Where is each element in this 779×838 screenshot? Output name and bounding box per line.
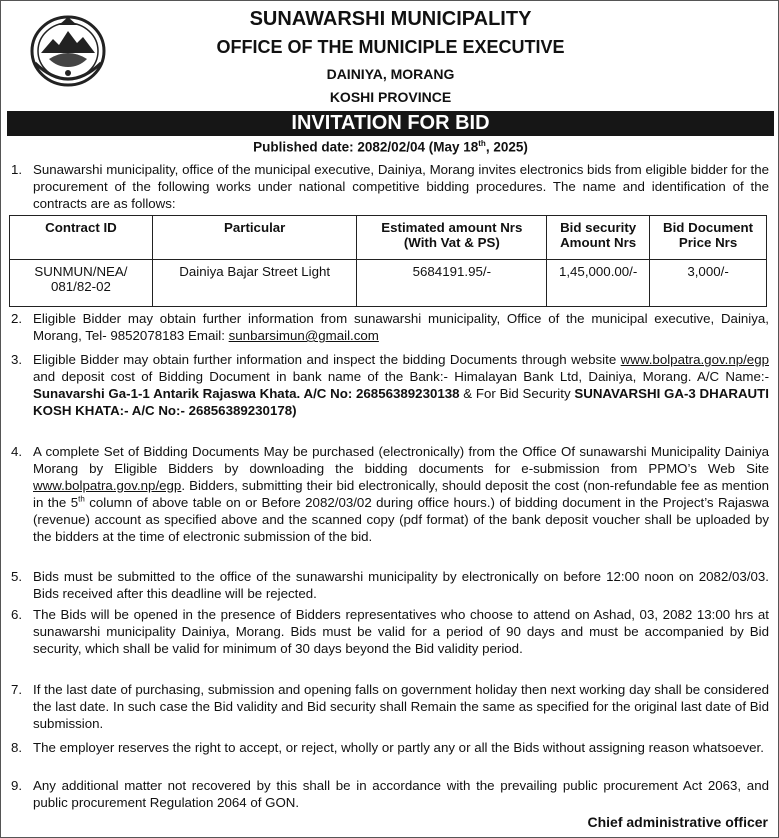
contract-table (9, 215, 767, 307)
clause-number: 6. (11, 607, 23, 622)
clause-3 (11, 351, 769, 419)
clause-text: Eligible Bidder may obtain further information and inspect the bidding Documents through website www.bolpatra.gov.np/egp and deposit cost of Bidding Document in bank name of the Bank:- Himalayan Bank Ltd, Dainiya, Morang. A/C Name:- Sunavarshi Ga-1-1 Antarik Rajaswa Khata. A/C No: 26856389230138 & For Bid Security SUNAVARSHI GA-3 DHARAUTI KOSH KHATA:- A/C No:- 26856389230178) (33, 352, 769, 418)
clause-text: Bids must be submitted to the office of the sunawarshi municipality by electronically on before 12:00 noon on 2082/03/03. Bids received after this deadline will be rejected. (33, 569, 769, 601)
bolpatra-link[interactable]: www.bolpatra.gov.np/egp (33, 478, 182, 493)
clause-number: 5. (11, 569, 23, 584)
email-link[interactable]: sunbarsimun@gmail.com (228, 328, 379, 343)
cell-document-price: 3,000/- (650, 260, 767, 307)
clause-4 (11, 443, 769, 545)
clause-number: 3. (11, 352, 23, 367)
table-header-row (10, 216, 767, 260)
clause-text: The Bids will be opened in the presence of Bidders representatives who choose to attend on Ashad, 03, 2082 13:00 hrs at sunawarshi municipality Dainiya, Morang. Bids must be valid for a period of 90 days and must be accompanied by Bid security, which shall be valid for minimum of 30 days beyond the Bid validity period. (33, 607, 769, 656)
office-name: OFFICE OF THE MUNICIPLE EXECUTIVE (216, 37, 565, 57)
cell-contract-id: SUNMUN/NEA/ 081/82-02 (10, 260, 153, 307)
published-date: Published date: 2082/02/04 (May 18th, 2025) (253, 139, 528, 155)
cell-bid-security: 1,45,000.00/- (547, 260, 650, 307)
municipality-name: SUNAWARSHI MUNICIPALITY (249, 8, 532, 30)
clause-text: Sunawarshi municipality, office of the municipal executive, Dainiya, Morang invites electronics bids from eligible bidder for the procurement of the following works under national competitive bidding procedures. The name and identification of the contracts are as follows: (33, 162, 769, 211)
clause-7 (11, 681, 769, 732)
clause-text: A complete Set of Bidding Documents May be purchased (electronically) from the Office Of sunawarshi Municipality Dainiya Morang by Eligible Bidders by downloading the bidding documents for e-submission from PPMO’s Web Site www.bolpatra.gov.np/egp. Bidders, submitting their bid electronically, should deposit the cost (non-refundable fee as mention in the 5th column of above table on or Before 2082/03/02 during office hours.) of bidding document in the Project’s Rajaswa (revenue) account as specified above and the scanned copy (pdf format) of the bank deposit voucher shall be uploaded by the bidders at the time of electronic submission of the bid. (33, 444, 769, 544)
clause-number: 1. (11, 162, 23, 177)
clause-9 (11, 777, 769, 811)
header-estimated-amount: Estimated amount Nrs (With Vat & PS) (357, 216, 547, 260)
clause-number: 8. (11, 740, 23, 755)
cell-estimated-amount: 5684191.95/- (357, 260, 547, 307)
office-address: DAINIYA, MORANG (326, 66, 455, 82)
notice-title-banner: INVITATION FOR BID (7, 111, 774, 136)
clause-text: Any additional matter not recovered by this shall be in accordance with the prevailing public procurement Act 2063, and public procurement Regulation 2064 of GON. (33, 778, 769, 810)
cell-particular: Dainiya Bajar Street Light (152, 260, 357, 307)
clause-number: 4. (11, 444, 23, 459)
clause-5 (11, 568, 769, 602)
clause-text: Eligible Bidder may obtain further information from sunawarshi municipality, Office of the municipal executive, Dainiya, Morang, Tel- 9852078183 Email: sunbarsimun@gmail.com (33, 311, 769, 343)
clause-6 (11, 606, 769, 657)
clause-1 (11, 161, 769, 212)
clause-2 (11, 310, 769, 344)
signature-title: Chief administrative officer (587, 814, 768, 830)
clause-text: If the last date of purchasing, submission and opening falls on government holiday then next working day shall be considered the last date. In such case the Bid validity and Bid security shall Remain the same as specified for the original last date of Bid submission. (33, 682, 769, 731)
header-document-price: Bid Document Price Nrs (650, 216, 767, 260)
clause-number: 7. (11, 682, 23, 697)
clause-number: 9. (11, 778, 23, 793)
bolpatra-link[interactable]: www.bolpatra.gov.np/egp (620, 352, 769, 367)
clause-number: 2. (11, 311, 23, 326)
province-name: KOSHI PROVINCE (329, 89, 452, 105)
clause-8 (11, 739, 769, 756)
header-contract-id: Contract ID (10, 216, 153, 260)
header-bid-security: Bid security Amount Nrs (547, 216, 650, 260)
clause-text: The employer reserves the right to accept, or reject, wholly or partly any or all the Bids without assigning reason whatsoever. (33, 740, 764, 755)
table-row (10, 260, 767, 307)
header-particular: Particular (152, 216, 357, 260)
